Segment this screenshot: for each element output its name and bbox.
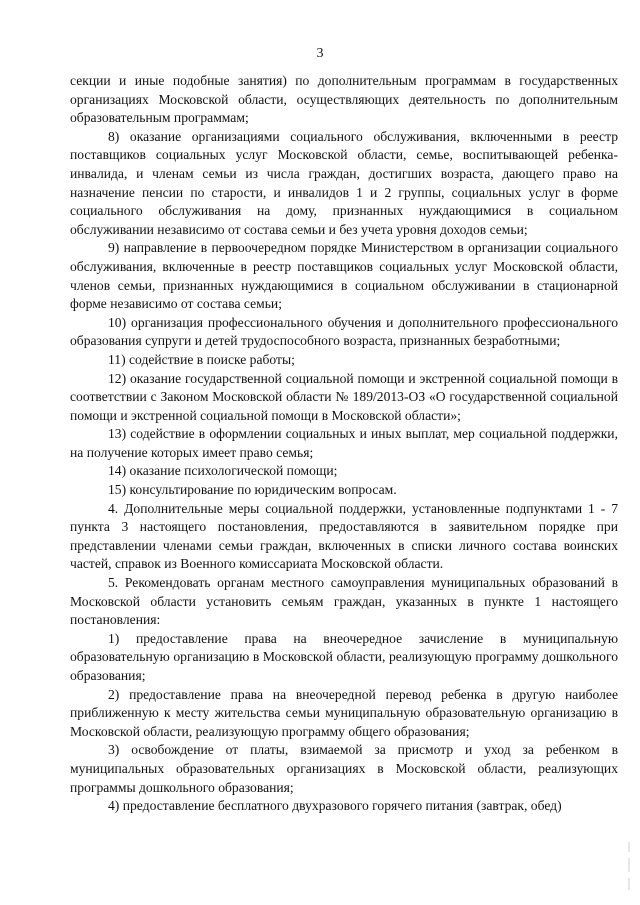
paragraph-point-5: 5. Рекомендовать органам местного самоуправления муниципальных образований в Московской области установить семьям граждан, указанных в пункте 1 настоящего постановления: bbox=[70, 575, 618, 628]
paragraph-item-12: 12) оказание государственной социальной помощи и экстренной социальной помощи в соответствии с Законом Московской области № 189/2013-ОЗ «О государственной социальной помощи и экстренной социальной помощи в Московской области»; bbox=[70, 370, 618, 423]
scan-margin-mark bbox=[624, 842, 634, 892]
paragraph-continuation: секции и иные подобные занятия) по дополнительным программам в государственных организациях Московской области, осуществляющих деятельность по дополнительным образовательным программам; bbox=[70, 73, 618, 126]
paragraph-item-15: 15) консультирование по юридическим вопросам. bbox=[108, 482, 397, 498]
paragraph-item-10: 10) организация профессионального обучения и дополнительного профессионального образования супруги и детей трудоспособного возраста, признанных безработными; bbox=[70, 314, 618, 349]
paragraph-subitem-3: 3) освобождение от платы, взимаемой за присмотр и уход за ребенком в муниципальных образовательных организациях в Московской области, реализующих программы дошкольного образования; bbox=[70, 742, 618, 795]
paragraph-subitem-1: 1) предоставление права на внеочередное зачисление в муниципальную образовательную организацию в Московской области, реализующую программу дошкольного образования; bbox=[70, 630, 618, 683]
paragraph-item-14: 14) оказание психологической помощи; bbox=[108, 463, 338, 479]
paragraph-point-4: 4. Дополнительные меры социальной поддержки, установленные подпунктами 1 - 7 пункта 3 настоящего постановления, предоставляются в заявительном порядке при представлении членами семьи граждан, включенных в списки личного состава воинских частей, справок из Военного комиссариата Московской области. bbox=[70, 500, 618, 572]
paragraph-subitem-2: 2) предоставление права на внеочередной перевод ребенка в другую наиболее приближенную к месту жительства семьи муниципальную образовательную организацию в Московской области, реализующую программу общего образования; bbox=[70, 686, 618, 739]
paragraph-item-9: 9) направление в первоочередном порядке Министерством в организации социального обслуживания, включенные в реестр поставщиков социальных услуг Московской области, членов семьи, признанных нуждающимися в социальном обслуживании в стационарной форме независимо от состава семьи; bbox=[70, 240, 618, 312]
paragraph-item-13: 13) содействие в оформлении социальных и иных выплат, мер социальной поддержки, на получение которых имеет право семья; bbox=[70, 426, 618, 460]
paragraph-item-11: 11) содействие в поиске работы; bbox=[108, 351, 295, 367]
document-body bbox=[70, 72, 618, 816]
page-number: 3 bbox=[316, 46, 324, 61]
paragraph-item-8: 8) оказание организациями социального обслуживания, включенными в реестр поставщиков социальных услуг Московской области, семье, воспитывающей ребенка-инвалида, и членам семьи из числа граждан, достигших возраста, дающего право на назначение пенсии по старости, и инвалидов 1 и 2 группы, социальных услуг в форме социального обслуживания на дому, признанных нуждающимися в социальном обслуживании независимо от состава семьи и без учета уровня доходов семьи; bbox=[70, 128, 618, 237]
paragraph-subitem-4: 4) предоставление бесплатного двухразового горячего питания (завтрак, обед) bbox=[108, 798, 562, 814]
